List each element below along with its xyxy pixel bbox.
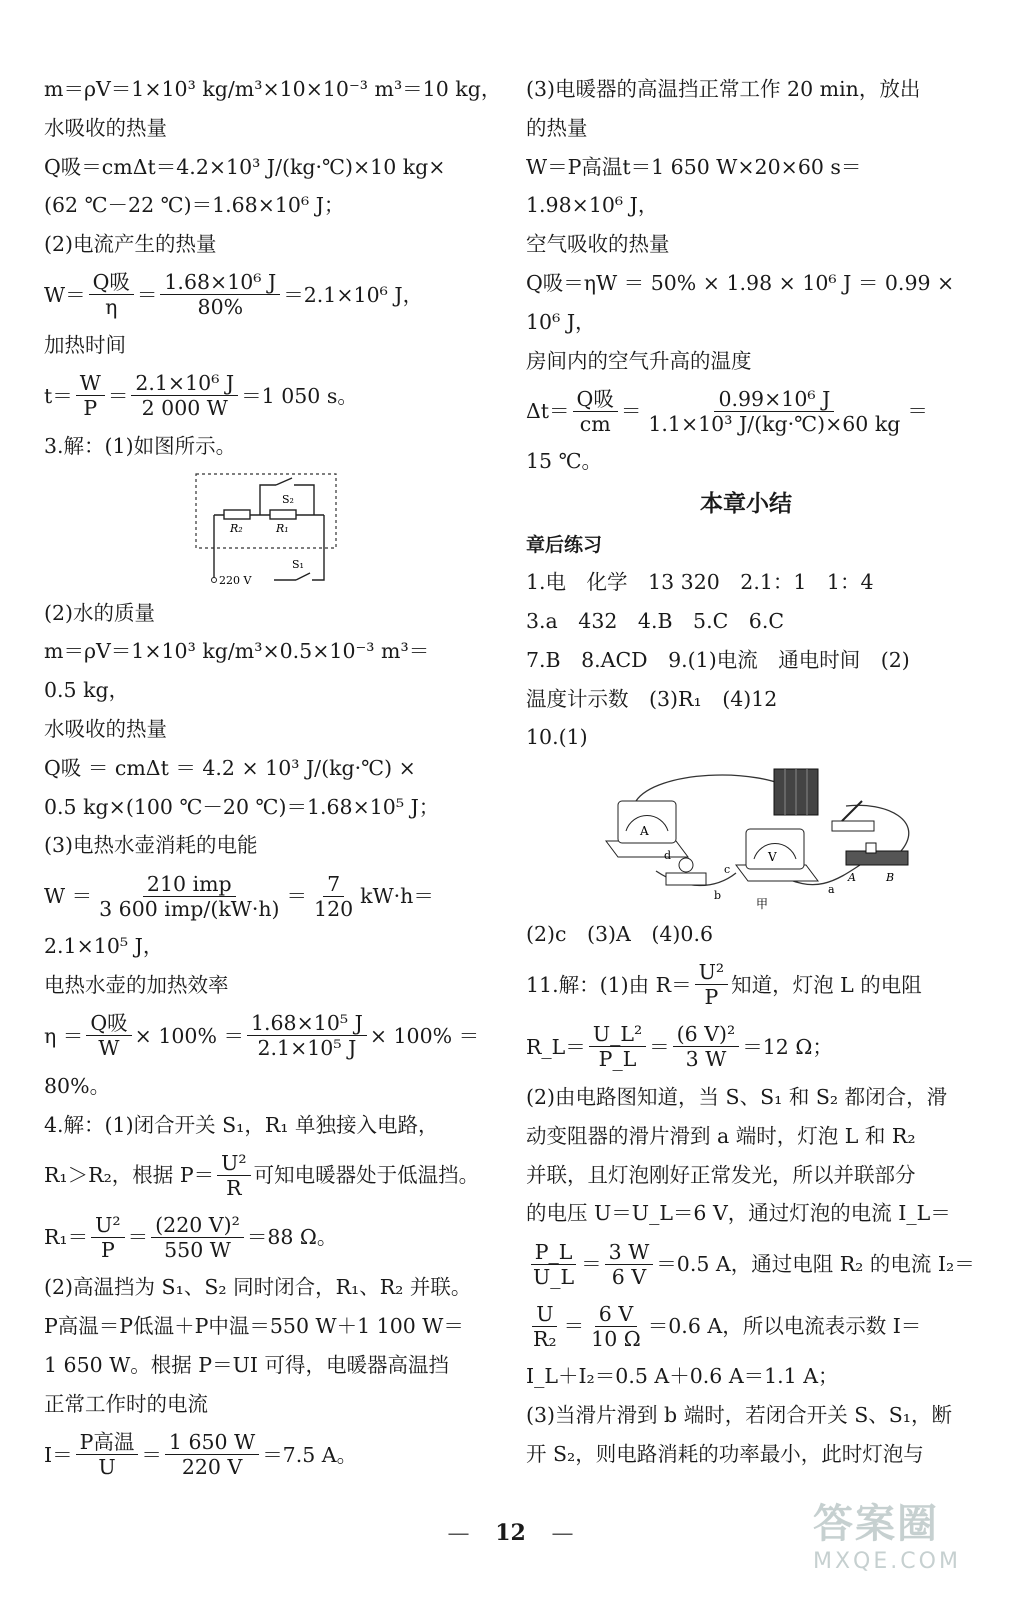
text-line: 电热水壶的加热效率 <box>44 972 229 997</box>
fraction: $\frac{\text{Q吸}}{W}$ <box>86 1011 131 1060</box>
text-line: (2)高温挡为 S₁、S₂ 同时闭合，R₁、R₂ 并联。 <box>44 1275 472 1300</box>
figure-caption: 甲 <box>756 897 769 912</box>
label-s1: S₁ <box>292 557 304 571</box>
label-voltage: 220 V <box>219 573 252 587</box>
resistor-r2 <box>224 510 250 519</box>
section-title: 本章小结 <box>700 491 792 518</box>
switch-s2 <box>276 478 292 485</box>
circuit-diagram <box>194 470 344 590</box>
fraction: $\frac{3 W}{6 V}$ <box>605 1240 654 1289</box>
text-line: 1.98×10⁶ J， <box>526 193 659 218</box>
voltmeter <box>736 829 818 881</box>
light-bulb <box>666 858 706 885</box>
fraction: $\frac{\text{U²}}{R}$ <box>217 1151 251 1200</box>
sliding-rheostat <box>846 843 908 884</box>
fraction: $\frac{\text{(220 V)²}}{550 W}$ <box>151 1213 244 1262</box>
fraction: $\frac{7}{120}$ <box>314 871 354 921</box>
switch-s1 <box>296 573 310 580</box>
text-line: 3.a 432 4.B 5.C 6.C <box>526 608 785 633</box>
text-line: 15 ℃。 <box>526 449 603 474</box>
text-line: 空气吸收的热量 <box>526 232 670 257</box>
fraction: $\frac{\text{Q吸}}{\eta}$ <box>89 270 134 319</box>
equation-line: R_L＝ $\frac{\text{U\_L²}}{P\_L}$ ＝ $\frac{\text{(6 V)²}}{3 W}$ ＝12 Ω； <box>526 1022 833 1072</box>
text-line: 水吸收的热量 <box>44 716 167 741</box>
fraction: $\frac{\text{Q吸}}{cm}$ <box>573 387 618 436</box>
text-line: I_L＋I₂＝0.5 A＋0.6 A＝1.1 A； <box>526 1364 839 1389</box>
fraction: $\frac{1 650 W}{220 V}$ <box>165 1430 259 1479</box>
label-s2: S₂ <box>282 492 294 506</box>
text-line: 加热时间 <box>44 332 126 357</box>
text-line: 并联，且灯泡刚好正常发光，所以并联部分 <box>526 1162 916 1187</box>
ammeter <box>606 801 688 857</box>
text-line: 4.解：(1)闭合开关 S₁，R₁ 单独接入电路， <box>44 1112 439 1137</box>
fraction: $\frac{W}{P}$ <box>76 371 105 420</box>
text-line: 7.B 8.ACD 9.(1)电流 通电时间 (2) <box>526 647 910 672</box>
label-r2: R₂ <box>230 521 243 535</box>
text-line: 水吸收的热量 <box>44 115 167 140</box>
experiment-apparatus-figure <box>596 761 916 911</box>
fraction: $\frac{\text{(6 V)²}}{3 W}$ <box>673 1022 740 1071</box>
fraction: $\frac{6 V}{10 \Omega}$ <box>591 1301 641 1351</box>
fraction: $\frac{\text{0.99×10⁶ J}}{\text{1.1×10³ J/(kg·℃)×60 kg}}$ <box>648 386 901 436</box>
wire-label-c: c <box>724 863 731 877</box>
svg-text:A: A <box>848 871 856 885</box>
text-line: P高温＝P低温＋P中温＝550 W＋1 100 W＝ <box>44 1314 464 1339</box>
text-line: 的热量 <box>526 115 588 140</box>
fraction: $\frac{\text{P高温}}{U}$ <box>76 1430 139 1479</box>
page-number: 12 <box>495 1520 526 1546</box>
text-line: 10.(1) <box>526 725 588 750</box>
text-line: 10⁶ J， <box>526 309 596 334</box>
text-line: (3)电热水壶消耗的电能 <box>44 833 258 858</box>
equation-line: R₁＝ $\frac{\text{U²}}{P}$ ＝ $\frac{\text{(220 V)²}}{550 W}$ ＝88 Ω。 <box>44 1212 338 1262</box>
text-line: (3)电暖器的高温挡正常工作 20 min，放出 <box>526 77 921 101</box>
text-line: 温度计示数 (3)R₁ (4)12 <box>526 686 778 711</box>
text-line: (2)水的质量 <box>44 600 156 625</box>
text-line: 1 650 W。根据 P＝UI 可得，电暖器高温挡 <box>44 1352 449 1377</box>
equation-line: I＝ $\frac{\text{P高温}}{U}$ ＝ $\frac{1 650 W}{220 V}$ ＝7.5 A。 <box>44 1430 358 1480</box>
equation-line: R₁＞R₂，根据 P＝ $\frac{\text{U²}}{R}$ 可知电暖器处于低温挡。 <box>44 1150 480 1200</box>
footer-dash: — <box>447 1521 470 1546</box>
wire-label-a: a <box>828 883 835 897</box>
battery-pack <box>774 769 818 815</box>
equation-line: 11.解：(1)由 R＝ $\frac{\text{U²}}{P}$ 知道，灯泡 L 的电阻 <box>526 960 922 1010</box>
svg-text:A: A <box>640 824 649 839</box>
equation-line: Δt＝ $\frac{\text{Q吸}}{cm}$ ＝ $\frac{\text{0.99×10⁶ J}}{\text{1.1×10³ J/(kg·℃)×60 kg}}$ ＝ <box>526 386 928 436</box>
equation-line: $\frac{U}{\text{R₂}}$ ＝ $\frac{6 V}{10 \Omega}$ ＝0.6 A，所以电流表示数 I＝ <box>526 1295 966 1357</box>
text-line: 的电压 U＝U_L＝6 V，通过灯泡的电流 I_L＝ <box>526 1201 951 1226</box>
text-line: 开 S₂，则电路消耗的功率最小，此时灯泡与 <box>526 1441 924 1466</box>
equation-line: W＝ $\frac{\text{Q吸}}{\eta}$ ＝ $\frac{\text{1.68×10⁶ J}}{80\%}$ ＝2.1×10⁶ J， <box>44 270 424 320</box>
text-line: 0.5 kg， <box>44 678 130 703</box>
text-line: m＝ρV＝1×10³ kg/m³×0.5×10⁻³ m³＝ <box>44 639 430 664</box>
equation-line: η ＝ $\frac{\text{Q吸}}{W}$ × 100% ＝ $\frac{\text{1.68×10⁵ J}}{\text{2.1×10⁵ J}}$ × 100% ＝ <box>44 1011 480 1061</box>
equation-line: $\frac{P\_L}{U\_L}$ ＝ $\frac{3 W}{6 V}$ ＝0.5 A，通过电阻 R₂ 的电流 I₂＝ <box>526 1233 966 1295</box>
text-line: (2)电流产生的热量 <box>44 232 217 257</box>
text-line: 3.解：(1)如图所示。 <box>44 433 237 458</box>
text-line: 1.电 化学 13 320 2.1：1 1：4 <box>526 570 874 595</box>
equation-line: t＝ $\frac{W}{P}$ ＝ $\frac{\text{2.1×10⁶ J}}{2 000 W}$ ＝1 050 s。 <box>44 371 358 421</box>
text-line: (62 ℃－22 ℃)＝1.68×10⁶ J； <box>44 193 345 218</box>
right-column <box>526 70 975 1474</box>
fraction: $\frac{\text{U²}}{P}$ <box>91 1213 125 1262</box>
fraction: $\frac{\text{1.68×10⁶ J}}{80\%}$ <box>160 270 280 319</box>
fraction: $\frac{\text{210 imp}}{\text{3 600 imp/(kW·h)}}$ <box>99 871 280 921</box>
text-line: 房间内的空气升高的温度 <box>526 348 752 373</box>
fraction: $\frac{\text{1.68×10⁵ J}}{\text{2.1×10⁵ J}}$ <box>247 1011 367 1060</box>
left-column <box>44 70 502 1486</box>
fraction: $\frac{P\_L}{U\_L}$ <box>529 1240 578 1289</box>
fraction: $\frac{\text{U²}}{P}$ <box>695 960 729 1009</box>
terminal <box>212 577 217 582</box>
text-line: 0.5 kg×(100 ℃－20 ℃)＝1.68×10⁵ J； <box>44 794 440 819</box>
fraction: $\frac{\text{U\_L²}}{P\_L}$ <box>589 1022 646 1071</box>
equation-line: W ＝ $\frac{\text{210 imp}}{\text{3 600 imp/(kW·h)}}$ ＝ $\frac{7}{120}$ kW·h＝ <box>44 871 434 921</box>
resistor-r1 <box>270 510 296 519</box>
svg-text:V: V <box>768 850 777 865</box>
text-line: (2)c (3)A (4)0.6 <box>526 922 714 947</box>
text-line: 动变阻器的滑片滑到 a 端时，灯泡 L 和 R₂ <box>526 1123 916 1148</box>
text-line: m＝ρV＝1×10³ kg/m³×10×10⁻³ m³＝10 kg， <box>44 77 502 101</box>
label-r1: R₁ <box>276 521 289 535</box>
subsection-title: 章后练习 <box>526 534 603 557</box>
text-line: 80%。 <box>44 1073 111 1098</box>
text-line: Q吸＝ηW ＝ 50% × 1.98 × 10⁶ J ＝ 0.99 × <box>526 270 955 295</box>
text-line: 正常工作时的电流 <box>44 1391 208 1416</box>
text-line: (2)由电路图知道，当 S、S₁ 和 S₂ 都闭合，滑 <box>526 1084 948 1109</box>
wire-label-d: d <box>664 849 672 863</box>
svg-text:B: B <box>886 871 895 885</box>
footer-dash: — <box>551 1521 574 1546</box>
text-line: W＝P高温t＝1 650 W×20×60 s＝ <box>526 154 862 179</box>
text-line: (3)当滑片滑到 b 端时，若闭合开关 S、S₁，断 <box>526 1402 953 1427</box>
text-line: Q吸 ＝ cmΔt ＝ 4.2 × 10³ J/(kg·℃) × <box>44 755 416 780</box>
wire-label-b: b <box>714 889 722 903</box>
text-line: Q吸＝cmΔt＝4.2×10³ J/(kg·℃)×10 kg× <box>44 154 446 179</box>
text-line: 2.1×10⁵ J， <box>44 934 164 959</box>
watermark-logo: 答案圈 MXQE.COM <box>813 1501 961 1574</box>
fraction: $\frac{\text{2.1×10⁶ J}}{2 000 W}$ <box>131 371 238 420</box>
fraction: $\frac{U}{\text{R₂}}$ <box>533 1301 557 1351</box>
